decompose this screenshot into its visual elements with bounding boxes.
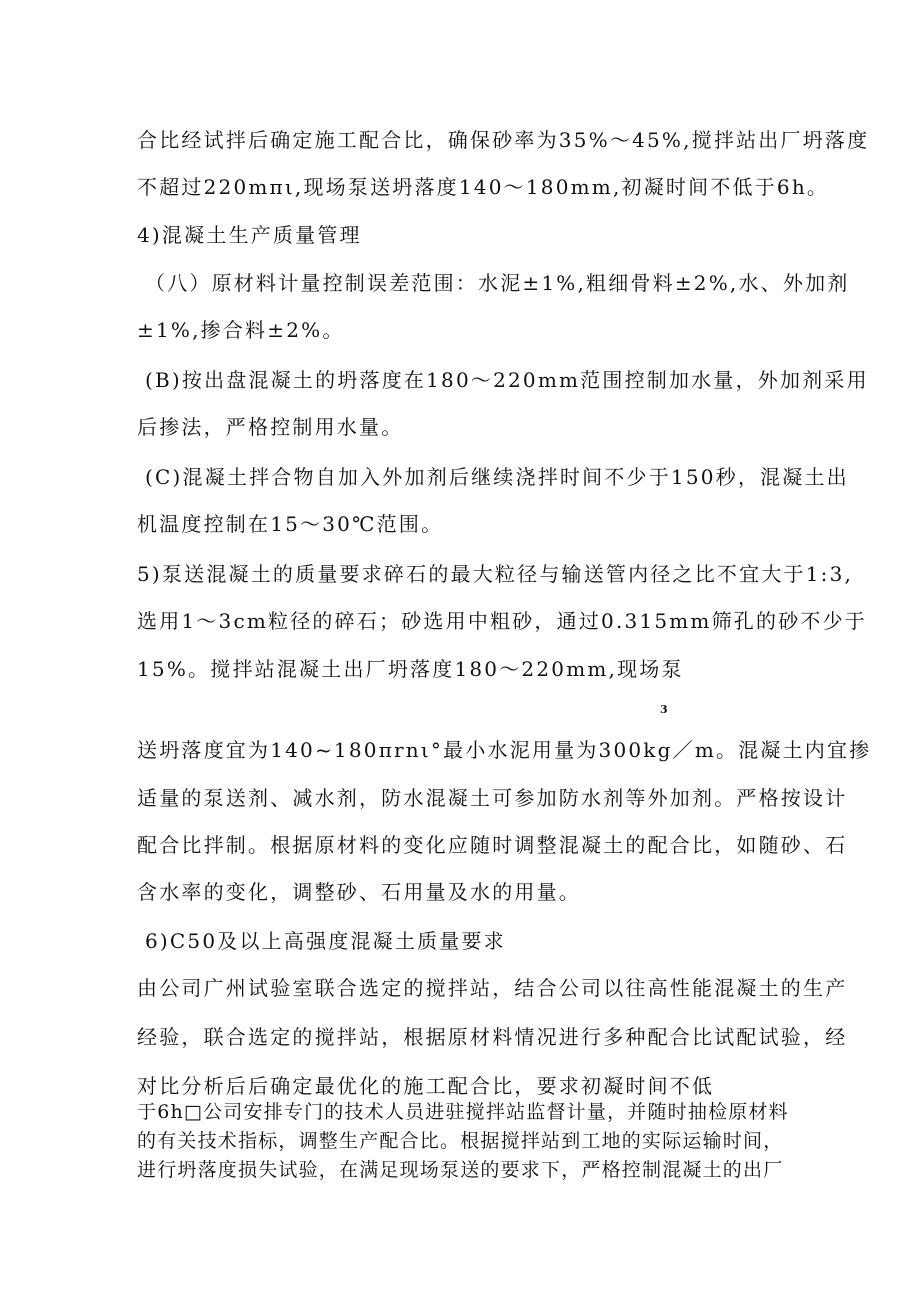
text-line: (C)混凝土拌合物自加入外加剂后继续浇拌时间不少于150秒，混凝土出 (145, 465, 849, 489)
text-line: ±1%,掺合料±2%。 (137, 318, 345, 342)
text-line: 由公司广州试验室联合选定的搅拌站，结合公司以往高性能混凝土的生产 (137, 976, 848, 1000)
text-line: 不超过220mπι,现场泵送坍落度140～180mm,初凝时间不低于6h。 (137, 175, 830, 199)
superscript-note: 3 (660, 703, 668, 716)
text-line: 送坍落度宜为140~180πrnι°最小水泥用量为300kg／m。混凝土内宜掺 (137, 738, 872, 762)
text-line: 选用1～3cm粒径的碎石；砂选用中粗砂，通过0.315mm筛孔的砂不少于 (137, 609, 868, 633)
text-line: 配合比拌制。根据原材料的变化应随时调整混凝土的配合比，如随砂、石 (137, 833, 848, 857)
text-line: (B)按出盘混凝土的坍落度在180～220mm范围控制加水量，外加剂采用 (145, 368, 869, 392)
text-line: 适量的泵送剂、减水剂，防水混凝土可参加防水剂等外加剂。严格按设计 (137, 786, 848, 810)
text-line: 经验，联合选定的搅拌站，根据原材料情况进行多种配合比试配试验，经 (137, 1025, 848, 1049)
text-line: 合比经试拌后确定施工配合比，确保砂率为35%～45%,搅拌站出厂坍落度 (137, 128, 870, 152)
section-heading: 6)C50及以上高强度混凝土质量要求 (145, 929, 506, 953)
text-line: 进行坍落度损失试验，在满足现场泵送的要求下，严格控制混凝土的出厂 (137, 1159, 784, 1181)
section-heading: 5)泵送混凝土的质量要求碎石的最大粒径与输送管内径之比不宜大于1:3, (137, 562, 854, 586)
text-line: 的有关技术指标，调整生产配合比。根据搅拌站到工地的实际运输时间， (137, 1130, 784, 1152)
text-line: 对比分析后后确定最优化的施工配合比，要求初凝时间不低 (137, 1074, 715, 1098)
text-line: 于6h□公司安排专门的技术人员进驻搅拌站监督计量，并随时抽检原材料 (137, 1101, 789, 1123)
text-line: 后掺法，严格控制用水量。 (137, 415, 404, 439)
text-line: 含水率的变化，调整砂、石用量及水的用量。 (137, 880, 581, 904)
text-line: （八）原材料计量控制误差范围：水泥±1%,粗细骨料±2%,水、外加剂 (145, 271, 850, 295)
text-line: 15%。搅拌站混凝土出厂坍落度180～220mm,现场泵 (137, 657, 684, 681)
section-heading: 4)混凝土生产质量管理 (137, 223, 362, 247)
text-line: 机温度控制在15～30℃范围。 (137, 512, 444, 536)
